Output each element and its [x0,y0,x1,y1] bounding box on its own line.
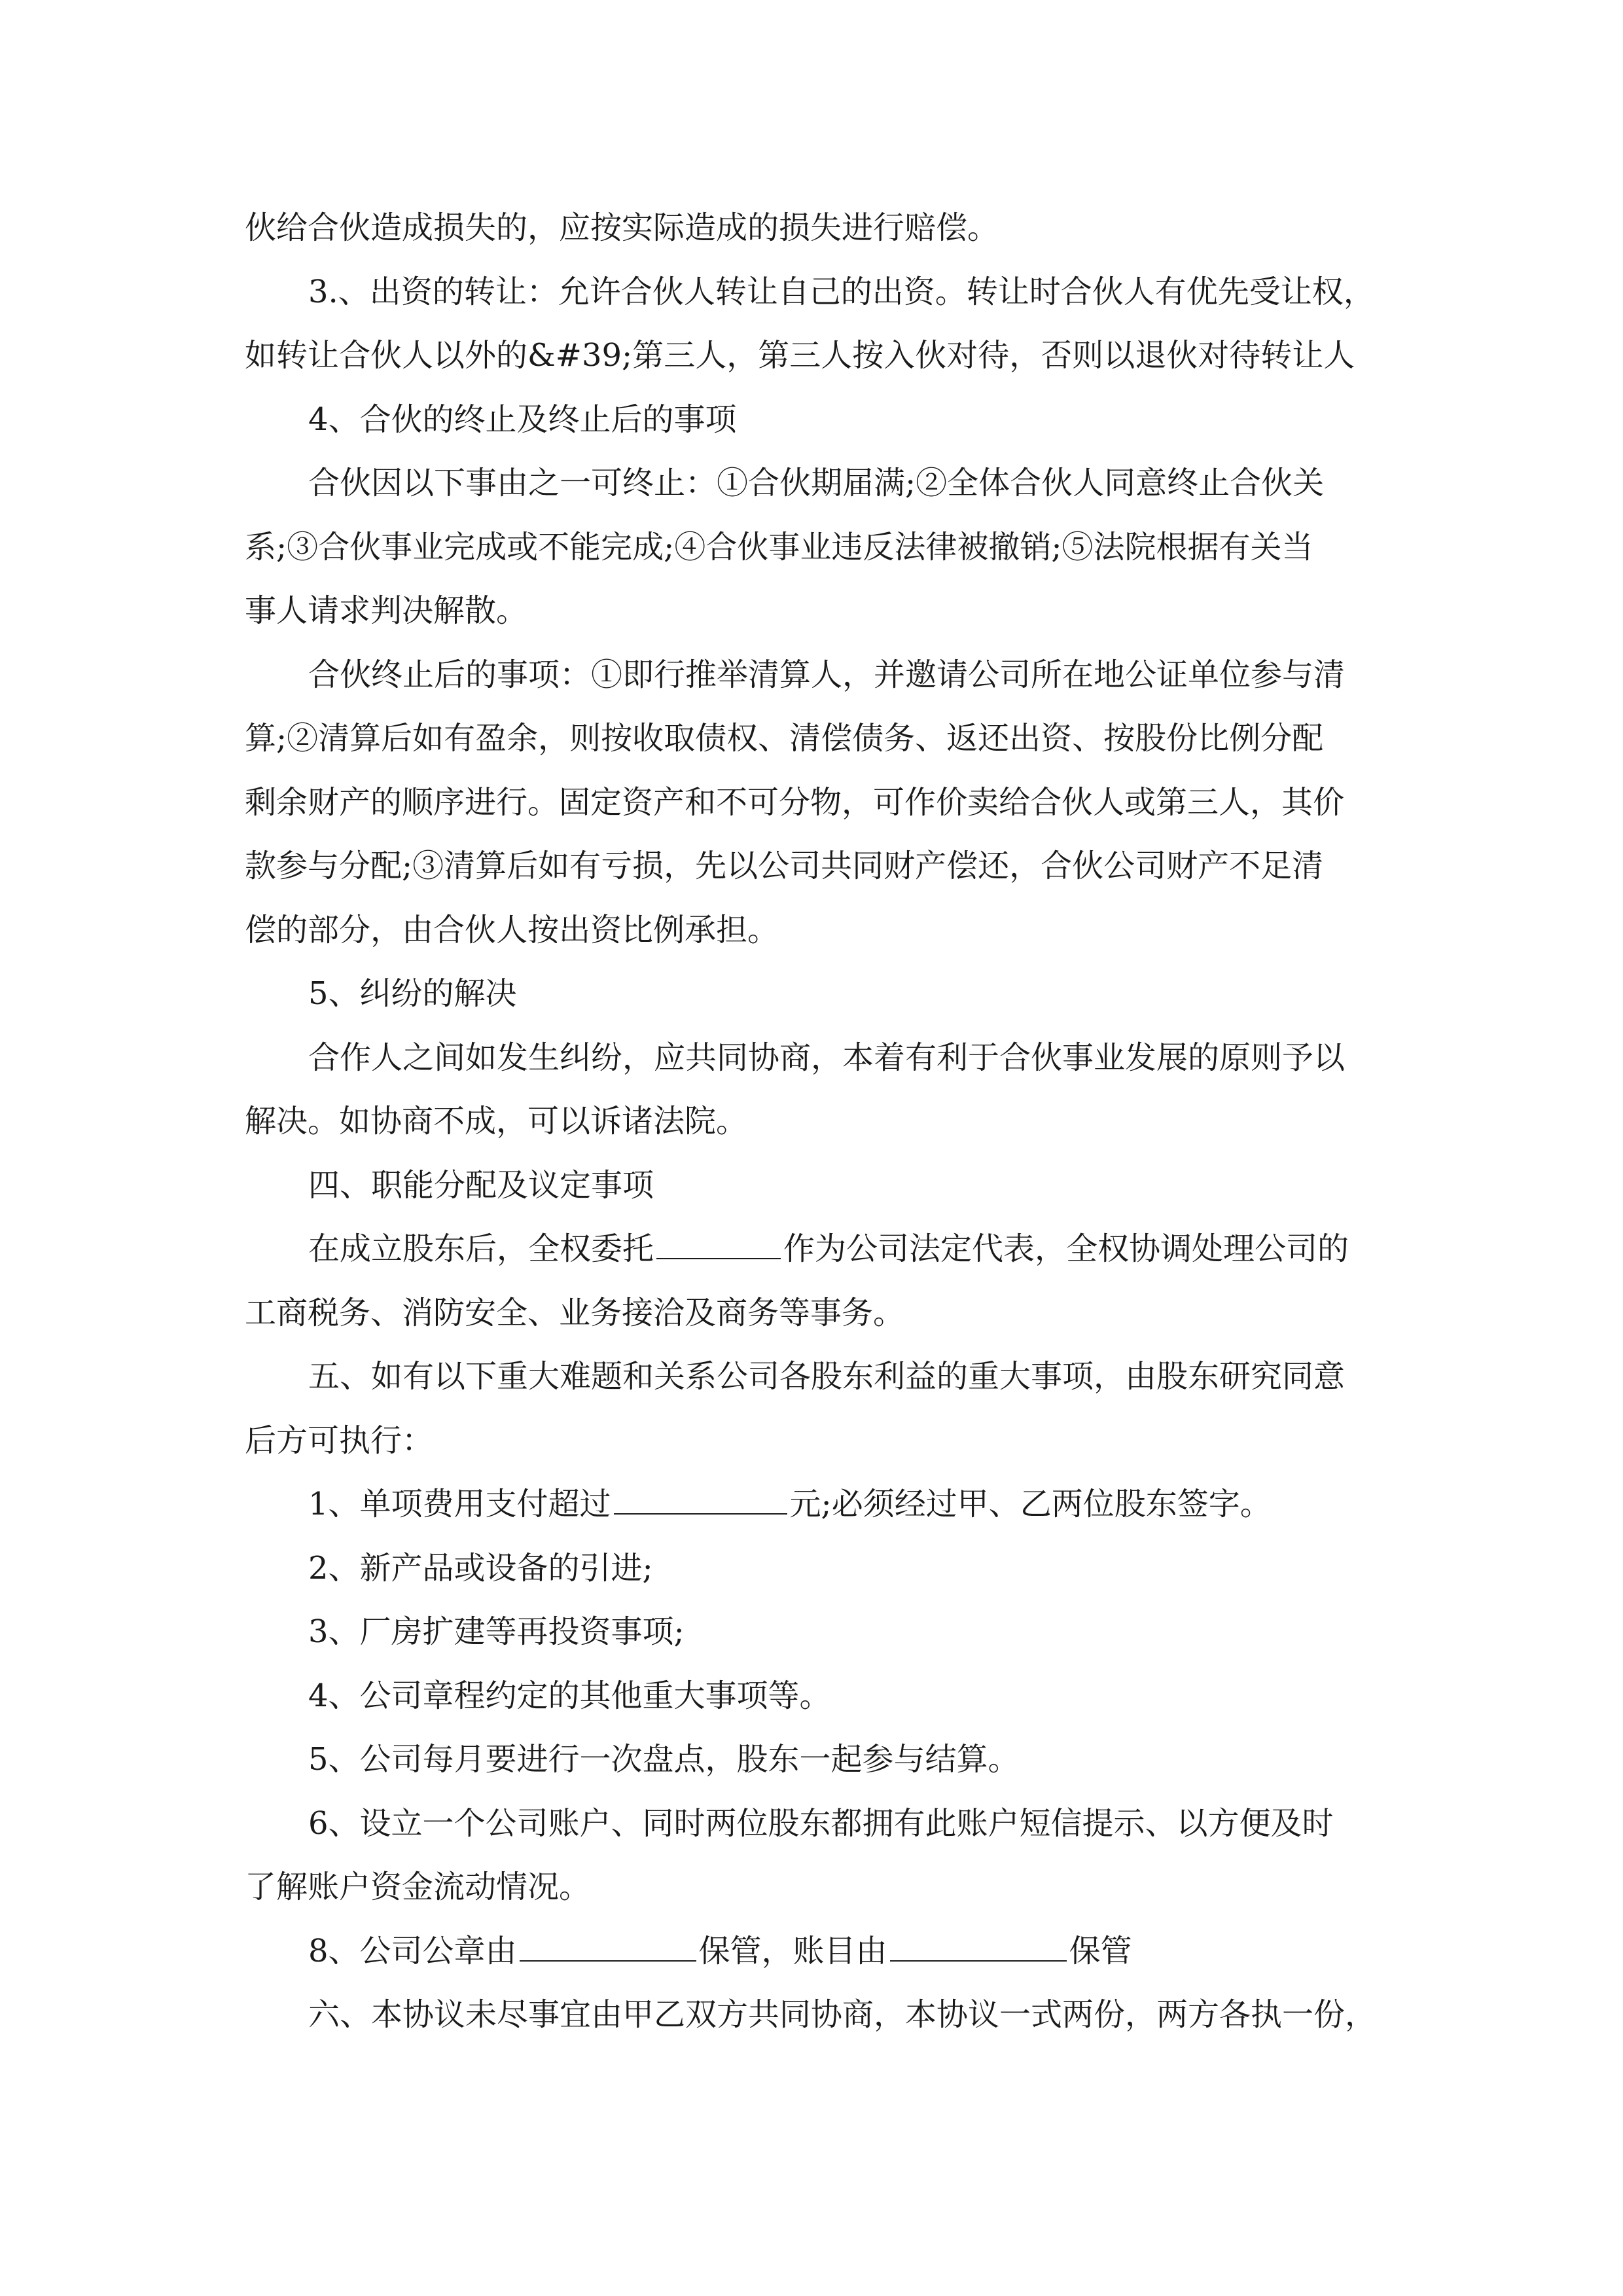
section-6-heading: 六、本协议未尽事宜由甲乙双方共同协商，本协议一式两份，两方各执一份， [308,1996,1377,2033]
list-item: 6、设立一个公司账户、同时两位股东都拥有此账户短信提示、以方便及时 [308,1804,1334,1842]
accounts-keeper-blank[interactable] [890,1929,1067,1962]
text-segment: 元;必须经过甲、乙两位股东签字。 [789,1486,1272,1522]
section-4-heading: 四、职能分配及议定事项 [308,1166,654,1204]
text-line: 如转让合伙人以外的&#39;第三人，第三人按入伙对待，否则以退伙对待转让人 [245,337,1355,374]
text-segment: 在成立股东后，全权委托 [308,1230,654,1267]
text-line: 款参与分配;③清算后如有亏损，先以公司共同财产偿还，合伙公司财产不足清 [245,848,1324,884]
clause-3-transfer: 3.、出资的转让：允许合伙人转让自己的出资。转让时合伙人有优先受让权， [308,273,1375,310]
seal-keeper-blank[interactable] [520,1929,696,1962]
text-segment: 保管，账目由 [698,1932,887,1969]
termination-causes: 合伙因以下事由之一可终止：①合伙期届满;②全体合伙人同意终止合伙关 [308,465,1325,501]
text-line: 伙给合伙造成损失的，应按实际造成的损失进行赔偿。 [245,209,999,246]
text-line: 工商税务、消防安全、业务接洽及商务等事务。 [245,1294,905,1331]
clause-4-heading: 4、合伙的终止及终止后的事项 [308,401,737,438]
text-segment: 作为公司法定代表，全权协调处理公司的 [783,1230,1349,1267]
text-line: 剩余财产的顺序进行。固定资产和不可分物，可作价卖给合伙人或第三人，其价 [245,783,1345,821]
seal-custody-line [245,1920,1390,1984]
text-segment: 保管 [1069,1932,1132,1969]
list-item: 3、厂房扩建等再投资事项; [308,1613,685,1650]
list-item: 4、公司章程约定的其他重大事项等。 [308,1677,831,1714]
text-line: 系;③合伙事业完成或不能完成;④合伙事业违反法律被撤销;⑤法院根据有关当 [245,528,1313,565]
list-item: 2、新产品或设备的引进; [308,1549,653,1587]
amount-blank[interactable] [614,1482,787,1515]
text-line: 偿的部分，由合伙人按出资比例承担。 [245,911,779,948]
text-line: 了解账户资金流动情况。 [245,1869,591,1905]
text-line: 事人请求判决解散。 [245,592,528,629]
post-termination-items: 合伙终止后的事项：①即行推举清算人，并邀请公司所在地公证单位参与清 [308,656,1346,693]
text-segment: 8、公司公章由 [308,1932,517,1969]
text-segment: 1、单项费用支付超过 [308,1486,611,1522]
representative-blank[interactable] [656,1227,781,1259]
legal-representative-line [245,1217,1390,1282]
clause-5-heading: 5、纠纷的解决 [308,975,517,1012]
text-line: 解决。如协商不成，可以诉诸法院。 [245,1103,748,1139]
document-body [245,196,1390,2047]
list-item: 5、公司每月要进行一次盘点，股东一起参与结算。 [308,1741,1020,1778]
text-line: 算;②清算后如有盈余，则按收取债权、清偿债务、返还出资、按股份比例分配 [245,720,1324,757]
text-line: 后方可执行： [245,1422,434,1459]
section-5-heading: 五、如有以下重大难题和关系公司各股东利益的重大事项，由股东研究同意 [308,1358,1346,1395]
dispute-resolution: 合作人之间如发生纠纷，应共同协商，本着有利于合伙事业发展的原则予以 [308,1039,1346,1076]
expense-limit-line [245,1473,1390,1537]
